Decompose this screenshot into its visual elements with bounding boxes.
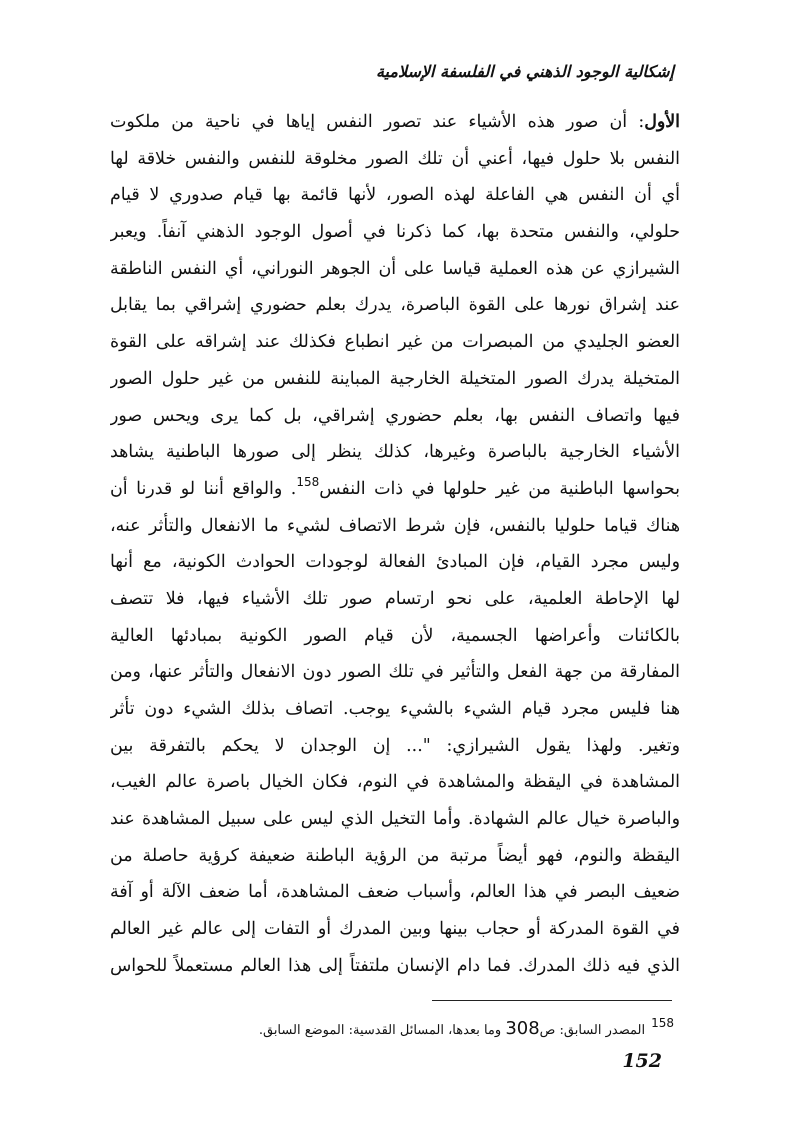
running-header: إشكالية الوجود الذهني في الفلسفة الإسلامية: [375, 62, 674, 81]
footnote-text-before: المصدر السابق: ص: [539, 1023, 646, 1038]
lead-word: الأول: [644, 112, 680, 132]
text-line-9: فيها واتصاف النفس بها، بعلم حضوري إشراقي، بل كما يرى ويحس صور: [110, 405, 680, 426]
body-text: [110, 104, 680, 985]
text-line-12: هناك قياما حلوليا بالنفس، فإن شرط الاتصاف لشيء ما الانفعال والتأثر عنه،: [110, 515, 680, 536]
text-line-6: عند إشراق نورها على القوة الباصرة، يدرك بعلم حضوري إشراقي بما يقابل: [110, 295, 680, 316]
page-number: 152: [622, 1050, 662, 1072]
footnote-number: 158: [651, 1016, 674, 1030]
text-line-18: وتغير. ولهذا يقول الشيرازي: "... إن الوجدان لا يحكم بالتفرقة بين: [110, 735, 680, 756]
text-line-22: ضعيف البصر في هذا العالم، وأسباب ضعف المشاهدة، أما ضعف الآلة أو آفة: [110, 882, 680, 903]
text-line-24: الذي فيه ذلك المدرك. فما دام الإنسان ملتفتاً إلى هذا العالم مستعملاً للحواس: [110, 955, 680, 976]
text-line-5: الشيرازي عن هذه العملية قياسا على أن الجوهر النوراني، أي النفس الناطقة: [110, 258, 680, 279]
text-line-17: هنا فليس مجرد قيام الشيء بالشيء يوجب. اتصاف بذلك الشيء دون تأثر: [110, 699, 680, 719]
text-line-20: والباصرة خيال عالم الشهادة. وأما التخيل الذي ليس على سبيل المشاهدة عند: [110, 809, 680, 830]
text-line-4: حلولي، والنفس متحدة بها، كما ذكرنا في أصول الوجود الذهني آنفاً. ويعبر: [110, 222, 680, 243]
footnote-divider: [432, 1000, 672, 1001]
text-line-1-rest: : أن صور هذه الأشياء عند تصور النفس إياها في ناحية من ملكوت: [110, 112, 645, 132]
text-line-23: في القوة المدركة أو حجاب بينها وبين المدرك أو التفات إلى عالم غير العالم: [110, 919, 680, 940]
text-line-10: الأشياء الخارجية بالباصرة وغيرها، كذلك ينظر إلى صورها الباطنية يشاهد: [110, 442, 680, 463]
text-line-1: [110, 104, 680, 141]
text-line-2: النفس بلا حلول فيها، أعني أن تلك الصور مخلوقة للنفس والنفس خلاقة لها: [110, 148, 680, 169]
text-line-14: لها الإحاطة العلمية، على نحو ارتسام صور تلك الأشياء فيها، فلا تتصف: [110, 588, 680, 609]
text-line-8: المتخيلة يدرك الصور المتخيلة الخارجية المباينة للنفس من غير حلول الصور: [110, 368, 680, 389]
text-line-19: المشاهدة في اليقظة والمشاهدة في النوم، فكان الخيال باصرة عالم الغيب،: [110, 772, 680, 793]
text-line-15: بالكائنات وأعراضها الجسمية، لأن قيام الصور الكونية بمبادئها العالية: [110, 625, 680, 646]
footnote: [259, 1016, 674, 1039]
text-line-21: اليقظة والنوم، فهو أيضاً مرتبة من الرؤية الباطنة ضعيفة كرؤية حاصلة من: [110, 845, 680, 866]
footnote-reference[interactable]: 158: [296, 474, 320, 489]
text-line-11-before: بحواسها الباطنية من غير حلولها في ذات النفس: [319, 478, 680, 499]
text-line-3: أي أن النفس هي الفاعلة لهذه الصور، لأنها قائمة بها قيام صدوري لا قيام: [110, 185, 680, 206]
footnote-page-ref: 308: [505, 1018, 540, 1039]
text-line-7: العضو الجليدي من المبصرات من غير انطباع فكذلك عند إشراقه على القوة: [110, 332, 680, 353]
footnote-text-after: وما بعدها، المسائل القدسية: الموضع السابق.: [258, 1023, 506, 1038]
text-line-11: [110, 471, 680, 508]
text-line-16: المفارقة من جهة الفعل والتأثير في تلك الصور دون الانفعال والتأثر عنها، ومن: [110, 662, 680, 683]
text-line-11-after: . والواقع أننا لو قدرنا أن: [110, 478, 297, 499]
text-line-13: وليس مجرد القيام، فإن المبادئ الفعالة لوجودات الحوادث الكونية، مع أنها: [110, 552, 680, 573]
